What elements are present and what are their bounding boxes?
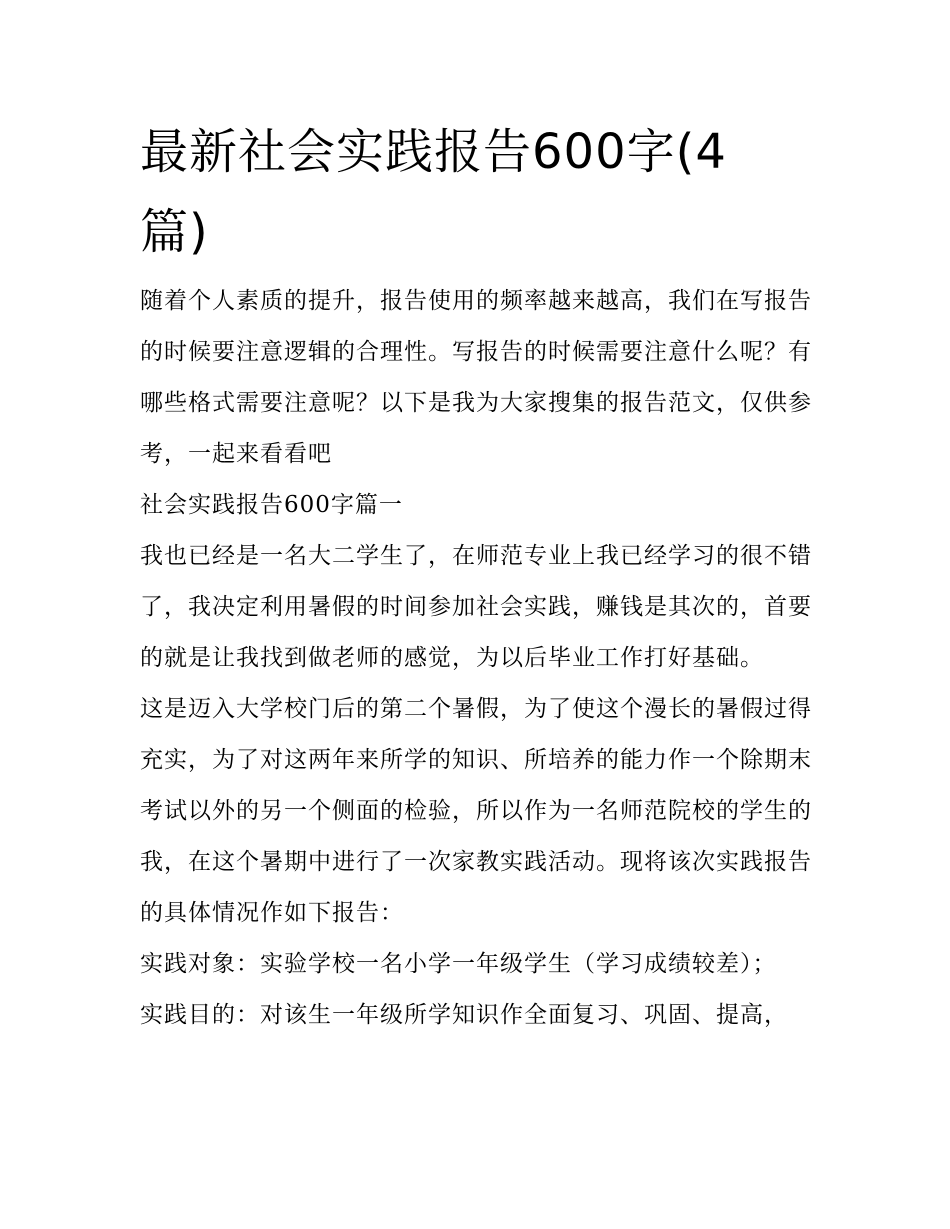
document-title: 最新社会实践报告600字(4篇) [140,124,727,260]
paragraph-intro: 随着个人素质的提升，报告使用的频率越来越高，我们在写报告的时候要注意逻辑的合理性。写报告的时候需要注意什么呢？有哪些格式需要注意呢？以下是我为大家搜集的报告范文，仅供参考，一起来看看吧 [140,288,812,467]
document-body [140,276,815,1041]
section-heading: 社会实践报告600字篇一 [140,492,403,518]
paragraph-practice-purpose: 实践目的：对该生一年级所学知识作全面复习、巩固、提高， [140,1002,788,1028]
paragraph: 我也已经是一名大二学生了，在师范专业上我已经学习的很不错了，我决定利用暑假的时间参加社会实践，赚钱是其次的，首要的就是让我找到做老师的感觉，为以后毕业工作打好基础。 [140,543,812,671]
paragraph: 这是迈入大学校门后的第二个暑假，为了使这个漫长的暑假过得充实，为了对这两年来所学的知识、所培养的能力作一个除期末考试以外的另一个侧面的检验，所以作为一名师范院校的学生的我，在这个暑期中进行了一次家教实践活动。现将该次实践报告的具体情况作如下报告： [140,696,812,926]
paragraph-practice-target: 实践对象：实验学校一名小学一年级学生（学习成绩较差）； [140,951,777,977]
